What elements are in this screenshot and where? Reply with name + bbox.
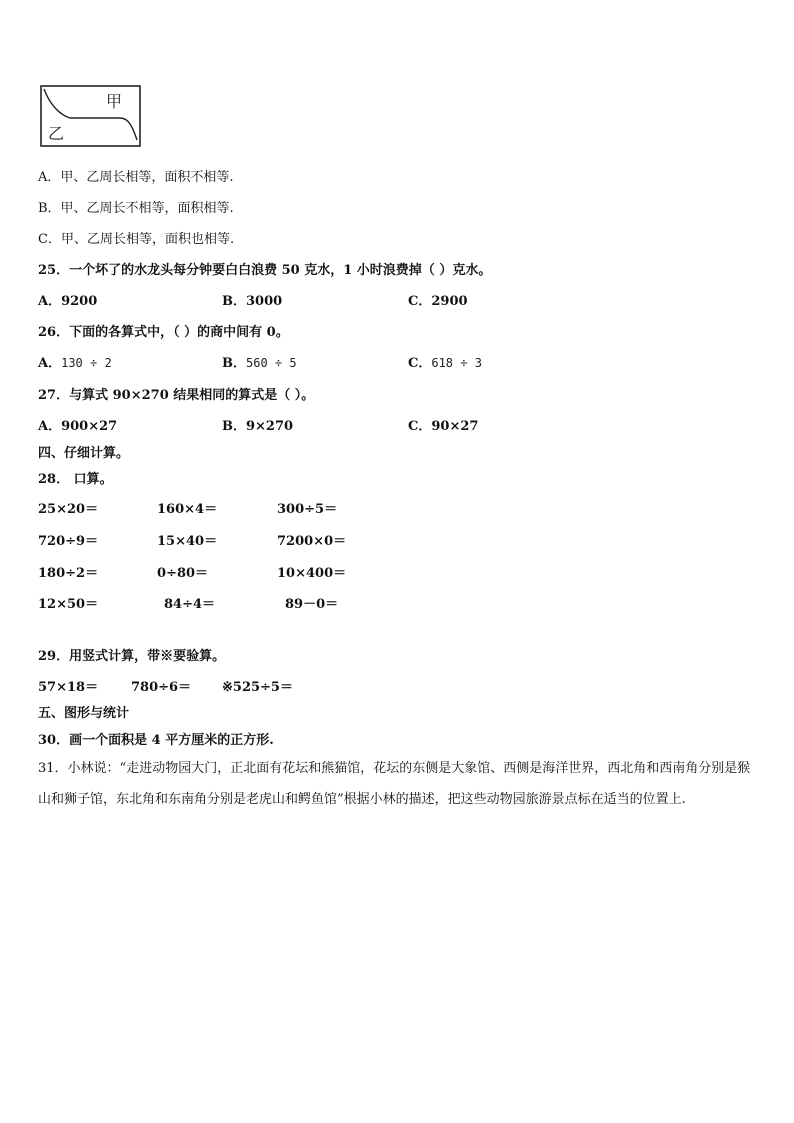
- q27-option-c: C．90×27: [408, 419, 479, 434]
- q27-option-a: A．900×27: [38, 419, 118, 434]
- q29-item: 780÷6＝: [131, 680, 192, 695]
- q26-option-c-expr: 618 ÷ 3: [431, 356, 482, 370]
- q26-stem: 26．下面的各算式中，（ ）的商中间有 0。: [38, 325, 289, 340]
- q29-item: 57×18＝: [38, 680, 99, 695]
- q28-item: 12×50＝: [38, 597, 99, 612]
- q28-item: 180÷2＝: [38, 566, 99, 581]
- q26-option-b: [222, 352, 297, 371]
- q24-option-b: B．甲、乙周长不相等，面积相等.: [38, 201, 234, 216]
- q28-item: 300÷5＝: [277, 502, 338, 517]
- figure-label-yi: 乙: [48, 124, 65, 143]
- q31-text: 31．小林说：“走进动物园大门，正北面有花坛和熊猫馆，花坛的东侧是大象馆、西侧是海洋世界，西北角和西南角分别是猴山和狮子馆，东北角和东南角分别是老虎山和鳄鱼馆”根据小林的描述，把这些动物园旅游景点标在适当的位置上.: [38, 761, 751, 807]
- q28-item: 89－0＝: [285, 597, 339, 612]
- figure-label-jia: 甲: [106, 92, 123, 111]
- q26-option-b-expr: 560 ÷ 5: [246, 356, 297, 370]
- q26-option-a-expr: 130 ÷ 2: [61, 356, 112, 370]
- q30-stem: 30．画一个面积是 4 平方厘米的正方形.: [38, 733, 274, 748]
- q28-item: 15×40＝: [157, 534, 218, 549]
- q28-item: 10×400＝: [277, 566, 347, 581]
- q26-option-c-letter: C．: [408, 356, 432, 371]
- q29-item: ※525÷5＝: [222, 680, 293, 695]
- q28-item: 25×20＝: [38, 502, 99, 517]
- q26-option-b-letter: B．: [222, 356, 246, 371]
- q26-option-a: [38, 352, 112, 371]
- q25-stem: 25．一个坏了的水龙头每分钟要白白浪费 50 克水，1 小时浪费掉（ ）克水。: [38, 263, 492, 278]
- q26-option-a-letter: A．: [38, 356, 62, 371]
- q24-option-c: C．甲、乙周长相等，面积也相等.: [38, 232, 235, 247]
- q28-item: 0÷80＝: [157, 566, 209, 581]
- section-4-title: 四、仔细计算。: [38, 446, 130, 461]
- q25-option-a: A．9200: [38, 294, 98, 309]
- q27-stem: 27．与算式 90×270 结果相同的算式是（ ）。: [38, 388, 315, 403]
- perimeter-area-figure: [40, 85, 141, 147]
- q26-option-c: [408, 352, 482, 371]
- q28-item: 7200×0＝: [277, 534, 347, 549]
- q28-stem: 28． 口算。: [38, 472, 113, 487]
- figure-svg: [40, 85, 141, 147]
- q25-option-c: C．2900: [408, 294, 468, 309]
- q28-item: 160×4＝: [157, 502, 218, 517]
- q29-stem: 29．用竖式计算，带※要验算。: [38, 649, 226, 664]
- q24-option-a: A．甲、乙周长相等，面积不相等.: [38, 170, 234, 185]
- q25-option-b: B．3000: [222, 294, 283, 309]
- q28-item: 720÷9＝: [38, 534, 99, 549]
- q27-option-b: B．9×270: [222, 419, 294, 434]
- q28-item: 84÷4＝: [164, 597, 216, 612]
- section-5-title: 五、图形与统计: [38, 706, 130, 721]
